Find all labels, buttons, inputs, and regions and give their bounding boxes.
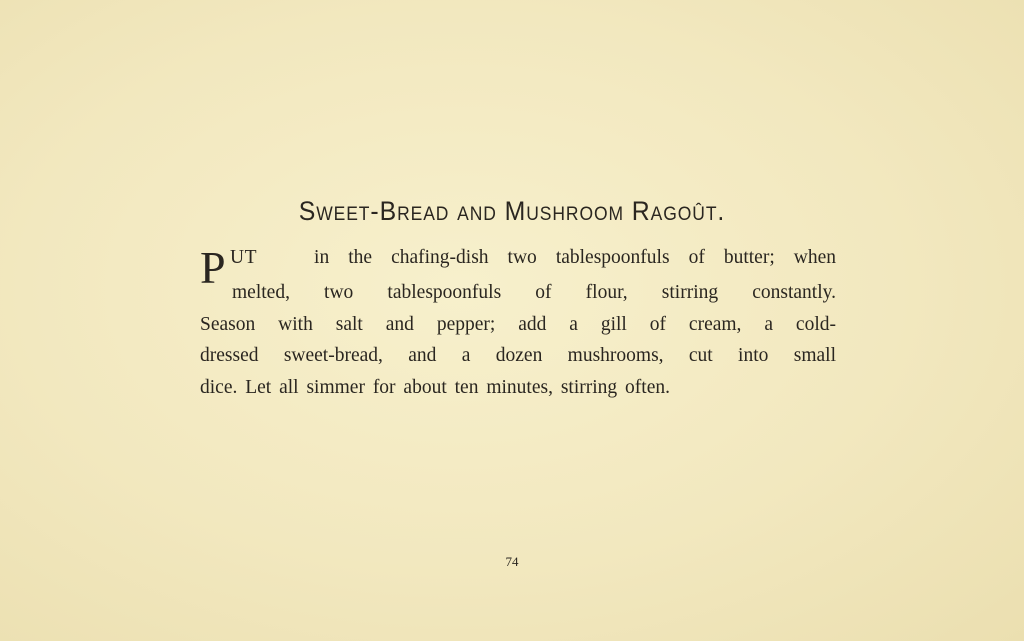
line-5: dice. Let all simmer for about ten minutes, stirring often. xyxy=(200,376,670,398)
first-word-rest: UT xyxy=(230,247,257,268)
first-line xyxy=(230,242,836,274)
drop-cap-letter: P xyxy=(200,242,226,293)
line-1-text: in the chafing-dish two tablespoonfuls of butter; when xyxy=(314,247,836,268)
line-4: dressed sweet-bread, and a dozen mushrooms, cut into small xyxy=(200,345,836,366)
page-number: 74 xyxy=(505,554,519,569)
recipe-title: Sweet-Bread and Mushroom Ragoût. xyxy=(298,196,726,226)
line-3: Season with salt and pepper; add a gill of cream, a cold- xyxy=(200,313,836,335)
line-2: melted, two tablespoonfuls of flour, stirring constantly. xyxy=(232,282,836,303)
recipe-body xyxy=(200,242,836,403)
